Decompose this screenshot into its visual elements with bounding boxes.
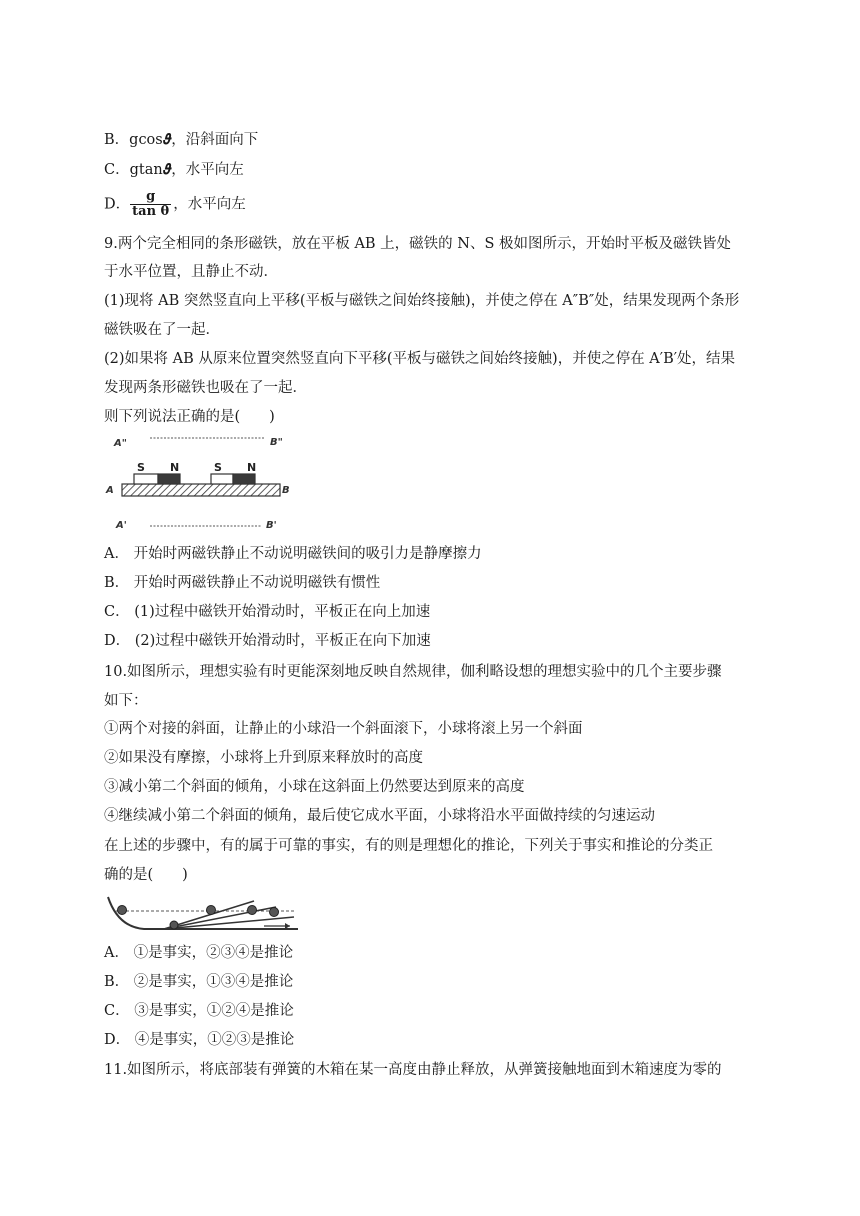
fraction-denominator: tan θ (132, 204, 170, 219)
option-letter: D． (104, 633, 131, 649)
option-text: ②是事实，①③④是推论 (129, 974, 294, 990)
inclined-plane-figure (104, 893, 304, 933)
option-letter: B． (104, 974, 130, 990)
q9-question: 则下列说法正确的是( ) (104, 409, 275, 425)
option-text: gcos𝝑，沿斜面向下 (129, 132, 259, 148)
q9-option-c (104, 602, 430, 622)
option-letter: C． (104, 604, 130, 620)
magnet-figure (104, 430, 304, 536)
option-text: ④是事实，①②③是推论 (130, 1032, 295, 1048)
inclined-plane-diagram (104, 893, 304, 933)
label-b-double-prime: B" (270, 437, 283, 448)
option-letter: A． (104, 546, 129, 562)
label-a: A (106, 485, 114, 496)
fraction-numerator: g (130, 190, 171, 205)
q10-option-d (104, 1030, 294, 1050)
option-text: (1)过程中磁铁开始滑动时，平板正在向上加速 (129, 604, 431, 620)
option-letter: C． (104, 162, 130, 178)
q9-part2-line2: 发现两条形磁铁也吸在了一起． (104, 380, 307, 396)
q10-step-1: ①两个对接的斜面，让静止的小球沿一个斜面滚下，小球将滚上另一个斜面 (104, 721, 583, 737)
q9-part2-line1: (2)如果将 AB 从原来位置突然竖直向下平移(平板与磁铁之间始终接触)，并使之停在 A′B′处，结果 (104, 351, 736, 367)
q9-option-b (104, 573, 380, 593)
q9-stem-line1: 9.两个完全相同的条形磁铁，放在平板 AB 上，磁铁的 N、S 极如图所示，开始时平板及磁铁皆处 (104, 236, 732, 252)
q9-option-d (104, 631, 431, 651)
label-a-prime: A' (116, 520, 127, 531)
option-letter: A． (104, 945, 129, 961)
option-letter: C． (104, 1003, 130, 1019)
q10-step-3: ③减小第二个斜面的倾角，小球在这斜面上仍然要达到原来的高度 (104, 779, 525, 795)
q8-option-d (104, 190, 246, 219)
label-b-prime: B' (266, 520, 277, 531)
q10-option-a (104, 943, 293, 963)
option-text: ，水平向左 (173, 196, 246, 213)
q10-step-2: ②如果没有摩擦，小球将上升到原来释放时的高度 (104, 750, 423, 766)
magnet1-n-label: N (170, 461, 180, 474)
q8-option-c (104, 160, 244, 180)
option-text: (2)过程中磁铁开始滑动时，平板正在向下加速 (130, 633, 431, 649)
option-letter: B． (104, 132, 130, 148)
q10-step-4: ④继续减小第二个斜面的倾角，最后使它成水平面，小球将沿水平面做持续的匀速运动 (104, 808, 655, 824)
label-b: B (282, 485, 290, 496)
option-text: 开始时两磁铁静止不动说明磁铁有惯性 (129, 575, 381, 591)
q10-question-line1: 在上述的步骤中，有的属于可靠的事实，有的则是理想化的推论，下列关于事实和推论的分类正 (104, 838, 713, 854)
option-text: gtan𝝑，水平向左 (129, 162, 244, 178)
option-text: ①是事实，②③④是推论 (128, 945, 294, 961)
option-letter: B． (104, 575, 130, 591)
fraction-g-over-tan (130, 190, 171, 219)
option-letter: D． (104, 196, 131, 213)
option-letter: D． (104, 1032, 131, 1048)
q11-stem-line1: 11.如图所示，将底部装有弹簧的木箱在某一高度由静止释放，从弹簧接触地面到木箱速度为零的 (104, 1062, 722, 1078)
magnet1-s-label: S (137, 461, 145, 474)
q9-part1-line1: (1)现将 AB 突然竖直向上平移(平板与磁铁之间始终接触)，并使之停在 A″B″处，结果发现两个条形 (104, 293, 740, 309)
magnet2-s-label: S (214, 461, 222, 474)
q9-part1-line2: 磁铁吸在了一起． (104, 322, 220, 338)
q10-question-line2: 确的是( ) (104, 867, 188, 883)
q10-stem-line1: 10.如图所示，理想实验有时更能深刻地反映自然规律，伽利略设想的理想实验中的几个主要步骤 (104, 664, 722, 680)
q8-option-b (104, 130, 258, 150)
option-text: 开始时两磁铁静止不动说明磁铁间的吸引力是静摩擦力 (128, 546, 482, 562)
magnet2-n-label: N (247, 461, 257, 474)
q10-option-b (104, 972, 293, 992)
q9-option-a (104, 544, 482, 564)
q10-stem-line2: 如下： (104, 693, 148, 709)
option-text: ③是事实，①②④是推论 (129, 1003, 294, 1019)
label-a-double-prime: A" (114, 438, 127, 449)
q10-option-c (104, 1001, 294, 1021)
q9-stem-line2: 于水平位置，且静止不动． (104, 264, 278, 280)
